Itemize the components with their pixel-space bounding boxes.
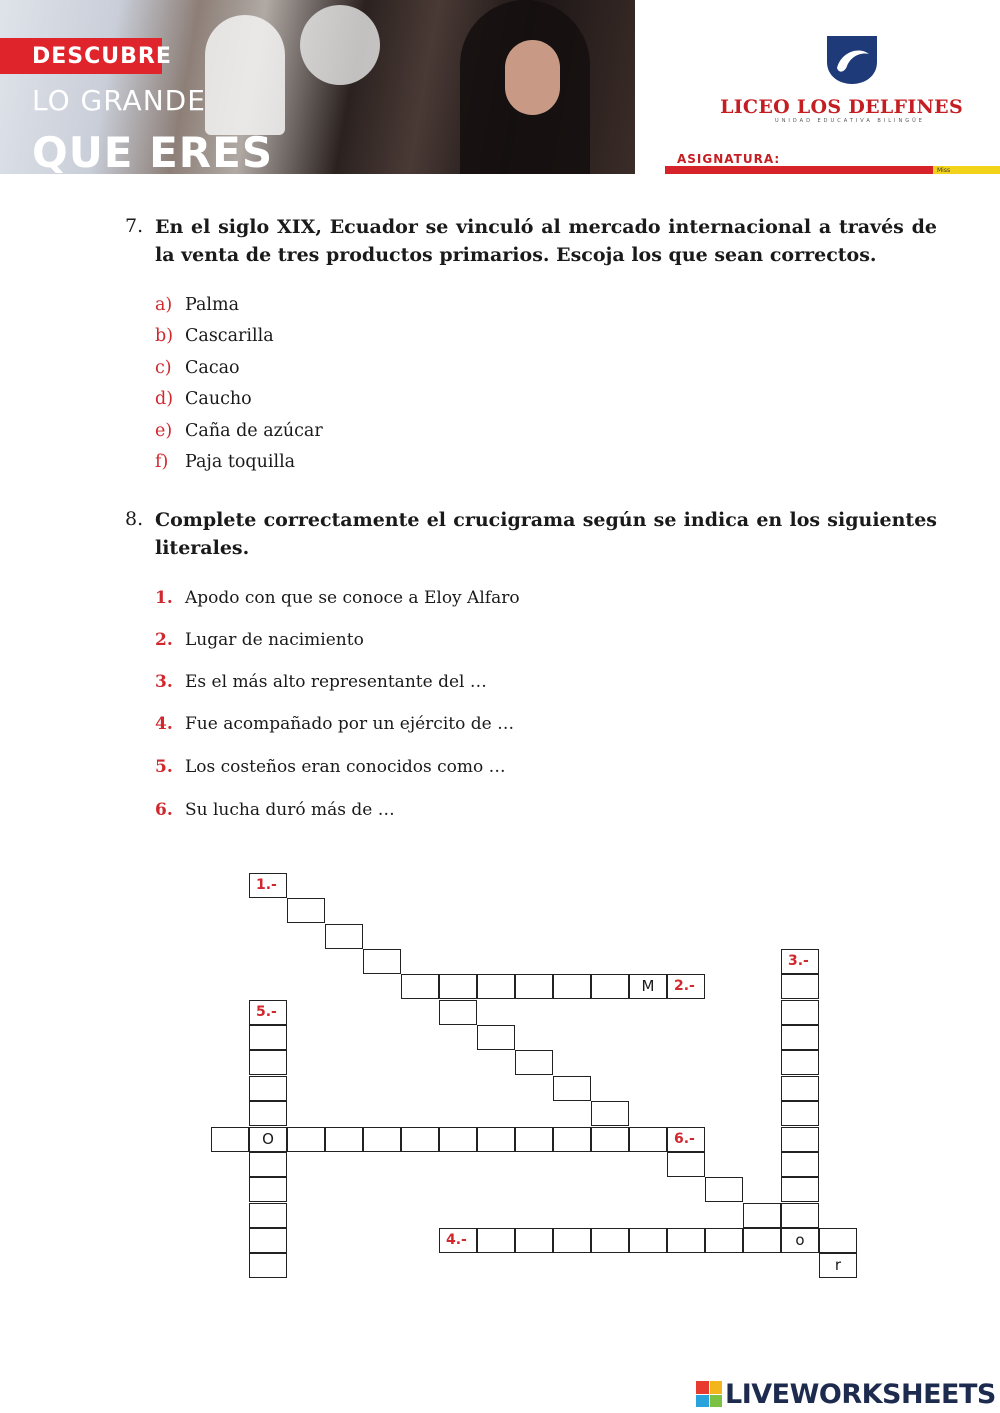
clue-number: 2. <box>155 630 173 650</box>
liveworksheets-logo <box>696 1378 996 1410</box>
crossword-cell[interactable] <box>781 1076 819 1101</box>
clue-text: Es el más alto representante del … <box>185 672 487 692</box>
header-banner <box>0 0 1000 177</box>
crossword-cell[interactable] <box>667 1228 705 1253</box>
option-text: Cacao <box>185 358 240 378</box>
crossword-cell[interactable] <box>401 1127 439 1152</box>
crossword-cell[interactable] <box>515 974 553 999</box>
clue-text: Su lucha duró más de … <box>185 800 395 820</box>
q7-option-d[interactable] <box>155 389 252 409</box>
crossword-cell[interactable] <box>249 1152 287 1177</box>
crossword-cell[interactable] <box>363 1127 401 1152</box>
crossword-given-letter-cell[interactable]: o <box>781 1228 819 1253</box>
dolphin-logo-icon <box>823 32 881 86</box>
mark-square <box>696 1381 709 1394</box>
crossword-cell[interactable] <box>667 1152 705 1177</box>
clue-text: Fue acompañado por un ejército de … <box>185 714 515 734</box>
option-letter: c) <box>155 358 172 378</box>
clue-text: Lugar de nacimiento <box>185 630 364 650</box>
crossword-clue-number-cell: 2.- <box>667 974 705 999</box>
crossword-cell[interactable] <box>401 974 439 999</box>
clue-number: 1. <box>155 588 173 608</box>
subject-label: ASIGNATURA: <box>677 152 781 166</box>
crossword-cell[interactable] <box>781 974 819 999</box>
crossword-cell[interactable] <box>477 1127 515 1152</box>
crossword-given-letter-cell[interactable]: O <box>249 1127 287 1152</box>
crossword-cell[interactable] <box>249 1101 287 1126</box>
crossword-cell[interactable] <box>781 1025 819 1050</box>
crossword-cell[interactable] <box>781 1127 819 1152</box>
crossword-cell[interactable] <box>249 1025 287 1050</box>
mark-square <box>696 1395 709 1408</box>
clue-5 <box>155 757 506 777</box>
banner-line-2: LO GRANDE <box>32 84 206 117</box>
q7-option-a[interactable] <box>155 295 239 315</box>
mark-square <box>710 1381 723 1394</box>
crossword-cell[interactable] <box>249 1203 287 1228</box>
crossword-clue-number-cell: 3.- <box>781 949 819 974</box>
q8-text: Complete correctamente el crucigrama según se indica en los siguientes literales. <box>155 509 937 559</box>
crossword-cell[interactable] <box>249 1076 287 1101</box>
crossword-clue-number-cell: 6.- <box>667 1127 705 1152</box>
crossword-cell[interactable] <box>439 974 477 999</box>
option-letter: b) <box>155 326 174 346</box>
clue-3 <box>155 672 487 692</box>
school-name: LICEO LOS DELFINES <box>720 96 963 118</box>
q7-number: 7. <box>125 215 144 237</box>
clue-6 <box>155 800 395 820</box>
option-text: Paja toquilla <box>185 452 296 472</box>
crossword-cell[interactable] <box>553 1228 591 1253</box>
clue-text: Los costeños eran conocidos como … <box>185 757 506 777</box>
option-text: Caña de azúcar <box>185 421 323 441</box>
crossword-cell[interactable] <box>819 1228 857 1253</box>
crossword-cell[interactable] <box>781 1152 819 1177</box>
crossword-cell[interactable] <box>781 1101 819 1126</box>
crossword-cell[interactable] <box>515 1228 553 1253</box>
crossword-cell[interactable] <box>515 1127 553 1152</box>
crossword-cell[interactable] <box>477 1228 515 1253</box>
option-letter: a) <box>155 295 173 315</box>
q7-option-c[interactable] <box>155 358 240 378</box>
crossword-cell[interactable] <box>705 1228 743 1253</box>
crossword-cell[interactable] <box>363 949 401 974</box>
crossword-clue-number-cell: 5.- <box>249 1000 287 1025</box>
crossword-cell[interactable] <box>325 1127 363 1152</box>
option-text: Cascarilla <box>185 326 274 346</box>
q7-text: En el siglo XIX, Ecuador se vinculó al mercado internacional a través de la venta de tres productos primarios. Escoja los que sean correctos. <box>155 216 937 266</box>
crossword-cell[interactable] <box>325 924 363 949</box>
option-text: Caucho <box>185 389 252 409</box>
option-letter: e) <box>155 421 173 441</box>
crossword-cell[interactable] <box>249 1253 287 1278</box>
subject-bar <box>665 166 933 174</box>
crossword-cell[interactable] <box>287 898 325 923</box>
crossword-given-letter-cell[interactable]: r <box>819 1253 857 1278</box>
crossword-cell[interactable] <box>249 1177 287 1202</box>
crossword-cell[interactable] <box>781 1177 819 1202</box>
subject-extra: Miss <box>937 167 951 174</box>
crossword-cell[interactable] <box>553 1076 591 1101</box>
crossword-cell[interactable] <box>591 974 629 999</box>
crossword-cell[interactable] <box>743 1228 781 1253</box>
banner-line-3: QUE ERES <box>32 128 274 177</box>
crossword-cell[interactable] <box>553 974 591 999</box>
crossword-clue-number-cell: 1.- <box>249 873 287 898</box>
option-text: Palma <box>185 295 240 315</box>
crossword-cell[interactable] <box>211 1127 249 1152</box>
clue-4 <box>155 714 514 734</box>
school-subtitle: UNIDAD EDUCATIVA BILINGÜE <box>775 118 925 124</box>
crossword-cell[interactable] <box>629 1127 667 1152</box>
option-letter: f) <box>155 452 169 472</box>
crossword-cell[interactable] <box>743 1203 781 1228</box>
clue-1 <box>155 588 520 608</box>
crossword-cell[interactable] <box>553 1127 591 1152</box>
crossword-cell[interactable] <box>249 1050 287 1075</box>
clue-2 <box>155 630 364 650</box>
crossword-cell[interactable] <box>629 1228 667 1253</box>
clue-number: 3. <box>155 672 173 692</box>
crossword-cell[interactable] <box>477 1025 515 1050</box>
school-logo-area <box>635 0 1000 174</box>
crossword-cell[interactable] <box>705 1177 743 1202</box>
q7-option-f[interactable] <box>155 452 295 472</box>
crossword-cell[interactable] <box>781 1203 819 1228</box>
crossword-given-letter-cell[interactable]: M <box>629 974 667 999</box>
crossword-cell[interactable] <box>477 974 515 999</box>
liveworksheets-mark-icon <box>696 1381 722 1407</box>
q7-option-e[interactable] <box>155 421 323 441</box>
crossword-cell[interactable] <box>249 1228 287 1253</box>
clue-number: 4. <box>155 714 173 734</box>
mark-square <box>710 1395 723 1408</box>
crossword-cell[interactable] <box>287 1127 325 1152</box>
clue-number: 6. <box>155 800 173 820</box>
crossword-cell[interactable] <box>515 1050 553 1075</box>
crossword-cell[interactable] <box>439 1000 477 1025</box>
crossword-cell[interactable] <box>781 1050 819 1075</box>
crossword-cell[interactable] <box>439 1127 477 1152</box>
clue-number: 5. <box>155 757 173 777</box>
option-letter: d) <box>155 389 174 409</box>
crossword-cell[interactable] <box>591 1228 629 1253</box>
liveworksheets-brand: LIVEWORKSHEETS <box>725 1378 996 1410</box>
clue-text: Apodo con que se conoce a Eloy Alfaro <box>185 588 520 608</box>
crossword-cell[interactable] <box>781 1000 819 1025</box>
crossword-cell[interactable] <box>591 1127 629 1152</box>
q7-option-b[interactable] <box>155 326 274 346</box>
crossword-clue-number-cell: 4.- <box>439 1228 477 1253</box>
q8-number: 8. <box>125 508 144 530</box>
crossword-cell[interactable] <box>591 1101 629 1126</box>
banner-line-1: DESCUBRE <box>32 44 172 69</box>
